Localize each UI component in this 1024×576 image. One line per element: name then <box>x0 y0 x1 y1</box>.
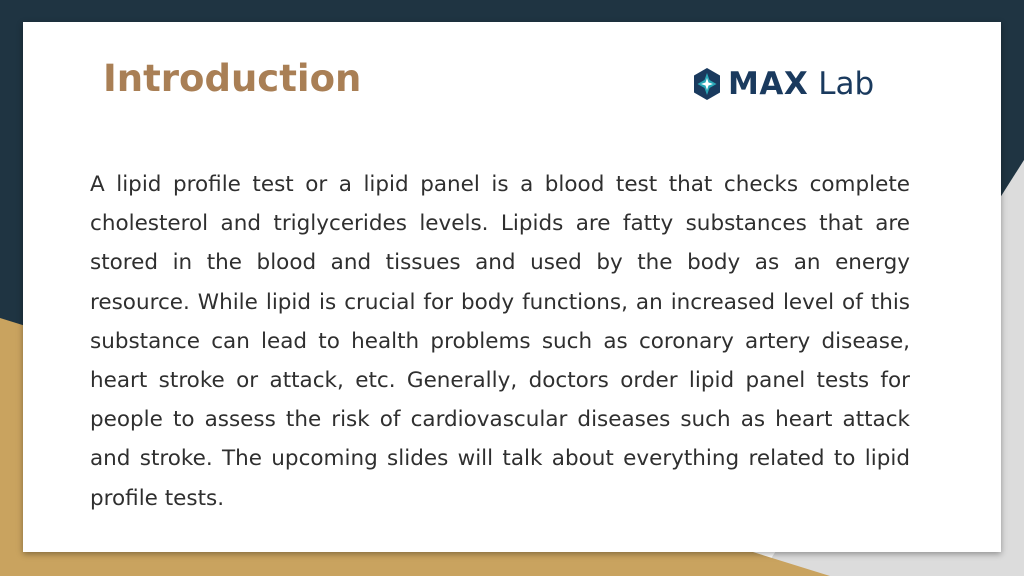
intro-paragraph: A lipid profile test or a lipid panel is a blood test that checks complete cholesterol and triglycerides levels. Lipids are fatty substances that are stored in the blood and tissues and used by the body as an energy resource. While lipid is crucial for body functions, an increased level of this substance can lead to health problems such as coronary artery disease, heart stroke or attack, etc. Generally, doctors order lipid panel tests for people to assess the risk of cardiovascular diseases such as heart attack and stroke. The upcoming slides will talk about everything related to lipid profile tests. <box>90 172 910 511</box>
logo-word-lab: Lab <box>818 66 875 102</box>
slide-title: Introduction <box>103 57 362 100</box>
max-lab-logo <box>692 64 874 104</box>
star-cross-icon <box>692 67 722 101</box>
content-card <box>23 22 1001 552</box>
logo-word-max: MAX <box>728 66 809 102</box>
